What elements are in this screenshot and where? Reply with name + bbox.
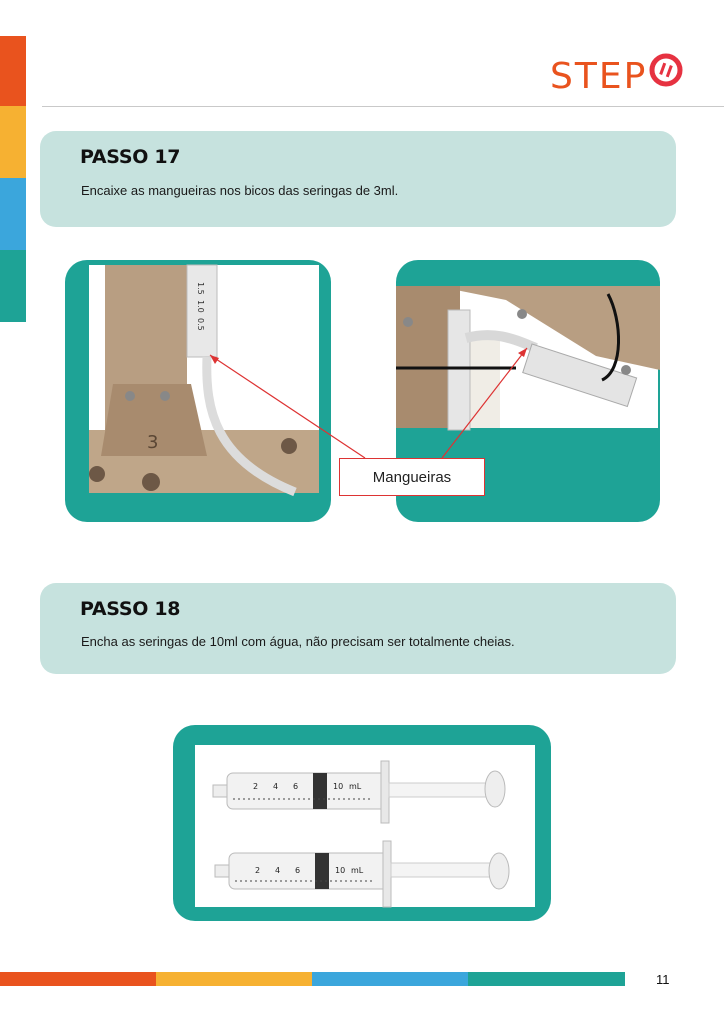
svg-text:4: 4: [275, 866, 281, 875]
footer-strip-teal: [468, 972, 625, 986]
step-logo: [548, 48, 688, 98]
svg-text:2: 2: [253, 782, 259, 791]
step-18-text: Encha as seringas de 10ml com água, não precisam ser totalmente cheias.: [81, 634, 515, 649]
step-logo-text: STEP: [550, 56, 648, 97]
footer-strip-blue: [312, 972, 468, 986]
svg-text:0.5: 0.5: [196, 318, 205, 331]
step-17-text: Encaixe as mangueiras nos bicos das seringas de 3ml.: [81, 183, 399, 198]
step-18-box: [40, 583, 676, 674]
step-18-title: PASSO 18: [80, 598, 181, 620]
svg-text:4: 4: [273, 782, 279, 791]
svg-text:6: 6: [295, 866, 301, 875]
footer-strip-orange: [0, 972, 156, 986]
step-17-title: PASSO 17: [80, 146, 181, 168]
footer-strip-yellow: [156, 972, 312, 986]
side-strip-yellow: [0, 106, 26, 178]
photo-syringes-10ml: [173, 725, 551, 921]
side-strip-teal: [0, 250, 26, 322]
svg-text:10: 10: [333, 782, 344, 791]
step-logo-icon: [652, 56, 680, 84]
svg-text:1.5: 1.5: [196, 282, 205, 295]
svg-text:6: 6: [293, 782, 299, 791]
svg-text:1.0: 1.0: [196, 300, 205, 313]
svg-text:10: 10: [335, 866, 346, 875]
callout-mangueiras: Mangueiras: [339, 458, 485, 496]
svg-text:mL: mL: [351, 866, 364, 875]
page-number: 11: [656, 972, 670, 987]
svg-text:mL: mL: [349, 782, 362, 791]
side-strip-blue: [0, 178, 26, 250]
photo-syringe-hose-left: [65, 260, 331, 522]
svg-text:2: 2: [255, 866, 261, 875]
header-rule: [42, 106, 724, 107]
side-strip-orange: [0, 36, 26, 106]
svg-text:3: 3: [147, 432, 159, 453]
